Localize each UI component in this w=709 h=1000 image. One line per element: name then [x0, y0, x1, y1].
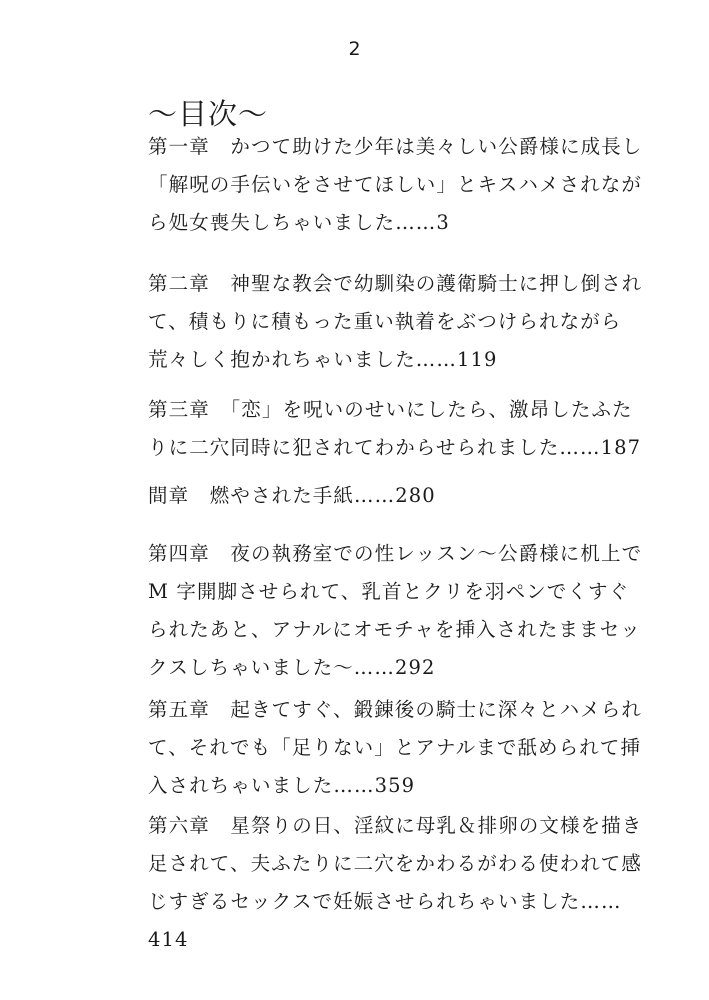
toc-line: 荒々しく抱かれちゃいました……119	[148, 348, 498, 371]
toc-line: 入されちゃいました……359	[148, 774, 416, 797]
toc-line: 第四章 夜の執務室での性レッスン～公爵様に机上で	[148, 542, 643, 565]
toc-line: られたあと、アナルにオモチャを挿入されたままセッ	[148, 618, 641, 641]
toc-line: 第五章 起きてすぐ、鍛錬後の騎士に深々とハメられ	[148, 698, 643, 721]
toc-line: ら処女喪失しちゃいました……3	[148, 211, 450, 234]
toc-entry-interlude	[148, 477, 618, 515]
toc-line: 第二章 神聖な教会で幼馴染の護衛騎士に押し倒され	[148, 272, 643, 295]
toc-line: 414	[148, 928, 189, 951]
page-number: 2	[348, 38, 361, 60]
toc-line: 足されて、夫ふたりに二穴をかわるがわる使われて感	[148, 852, 643, 875]
toc-line: 間章 燃やされた手紙……280	[148, 484, 436, 507]
toc-line: りに二穴同時に犯されてわからせられました……187	[148, 436, 642, 459]
toc-line: クスしちゃいました～……292	[148, 656, 436, 679]
toc-line: て、積もりに積もった重い執着をぶつけられながら	[148, 310, 622, 333]
toc-line: て、それでも「足りない」とアナルまで舐められて挿	[148, 736, 642, 759]
toc-heading: ～目次～	[148, 97, 269, 131]
toc-line: 第六章 星祭りの日、淫紋に母乳＆排卵の文様を描き	[148, 814, 643, 837]
toc-entry-chapter-1	[148, 128, 643, 242]
toc-line: M 字開脚させられて、乳首とクリを羽ペンでくすぐ	[148, 580, 630, 603]
toc-entry-chapter-3	[148, 391, 642, 467]
toc-entry-chapter-5	[148, 691, 643, 805]
toc-line: 第一章 かつて助けた少年は美々しい公爵様に成長し	[148, 135, 643, 158]
toc-entry-chapter-6	[148, 807, 643, 959]
toc-line: 第三章 「恋」を呪いのせいにしたら、激昂したふた	[148, 398, 633, 421]
toc-entry-chapter-4	[148, 535, 643, 687]
toc-line: 「解呪の手伝いをさせてほしい」とキスハメされなが	[148, 173, 643, 196]
toc-entry-chapter-2	[148, 265, 643, 379]
toc-line: じすぎるセックスで妊娠させられちゃいました……	[148, 890, 622, 913]
